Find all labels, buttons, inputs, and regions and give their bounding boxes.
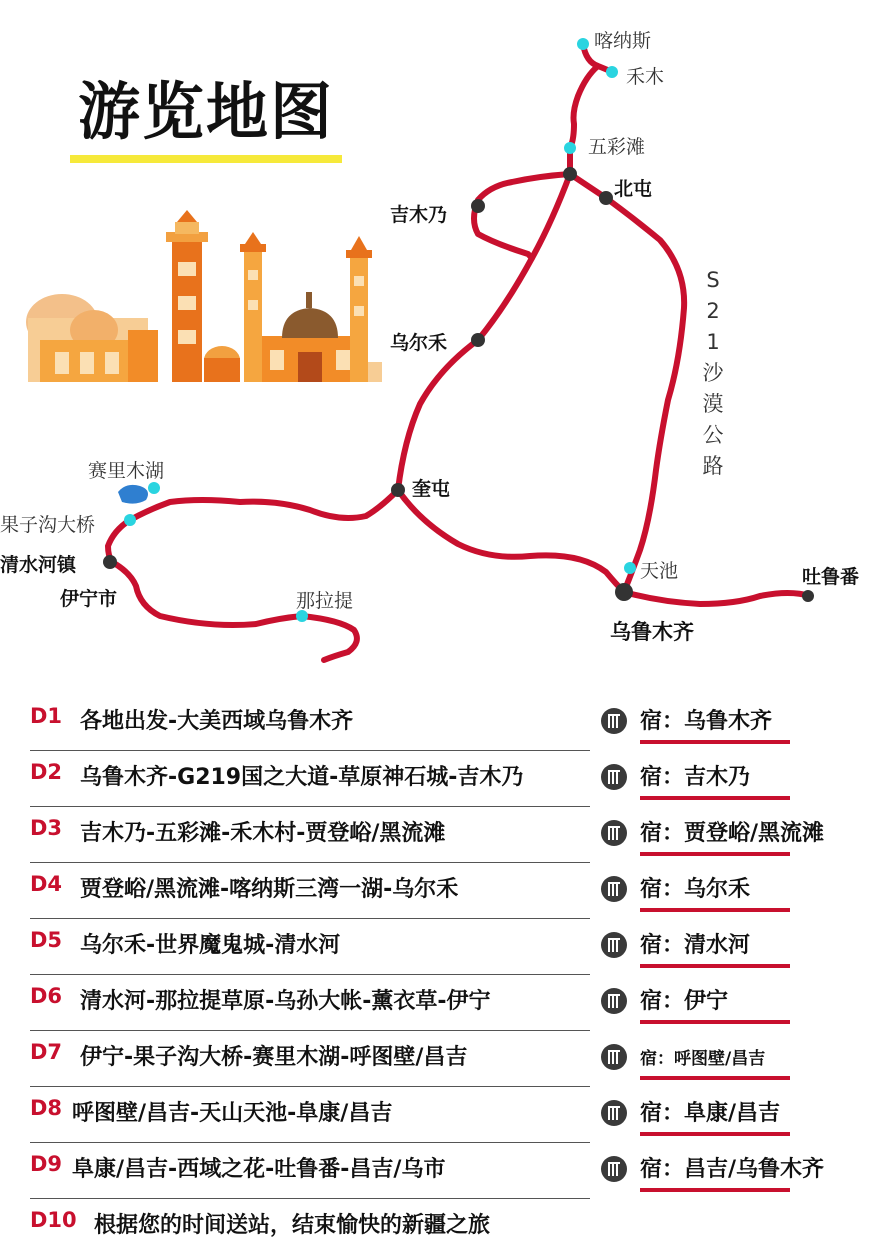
day-label: D7 — [30, 1040, 63, 1064]
day-route: 乌尔禾-世界魔鬼城-清水河 — [80, 933, 341, 958]
day-label: D3 — [30, 816, 63, 840]
stay-location: 宿：乌尔禾 — [640, 877, 751, 902]
place-label-nalati: 那拉提 — [296, 590, 354, 612]
place-label-wucaitan: 五彩滩 — [588, 136, 646, 158]
hotel-icon — [601, 876, 627, 902]
stay-location: 宿：吉木乃 — [640, 765, 751, 790]
day-route: 呼图壁/昌吉-天山天池-阜康/昌吉 — [72, 1101, 393, 1126]
itinerary-row — [0, 1090, 875, 1146]
row-divider — [30, 1142, 590, 1143]
stay-location: 宿：伊宁 — [640, 989, 729, 1014]
itinerary-row — [0, 1146, 875, 1202]
day-route: 乌鲁木齐-G219国之大道-草原神石城-吉木乃 — [80, 765, 524, 790]
itinerary-row — [0, 1202, 875, 1258]
lake-shape — [118, 485, 148, 504]
place-label-guozigou: 果子沟大桥 — [0, 514, 96, 536]
itinerary-row — [0, 866, 875, 922]
hotel-icon — [601, 1100, 627, 1126]
place-label-qingshuihe: 清水河镇 — [0, 554, 77, 576]
row-divider — [30, 918, 590, 919]
row-divider — [30, 750, 590, 751]
stay-underline — [640, 796, 790, 800]
stay-underline — [640, 908, 790, 912]
itinerary-row — [0, 1034, 875, 1090]
day-route: 根据您的时间送站，结束愉快的新疆之旅 — [94, 1213, 491, 1238]
hotel-icon — [601, 1044, 627, 1070]
hotel-icon — [601, 1156, 627, 1182]
place-label-yining: 伊宁市 — [60, 588, 118, 610]
row-divider — [30, 974, 590, 975]
stay-underline — [640, 1132, 790, 1136]
day-label: D1 — [30, 704, 63, 728]
day-label: D6 — [30, 984, 63, 1008]
day-label: D5 — [30, 928, 63, 952]
day-label: D10 — [30, 1208, 77, 1232]
row-divider — [30, 862, 590, 863]
day-route: 吉木乃-五彩滩-禾木村-贾登峪/黑流滩 — [80, 821, 446, 846]
stay-location: 宿：昌吉/乌鲁木齐 — [640, 1157, 825, 1182]
stay-underline — [640, 852, 790, 856]
page-title: 游览地图 — [78, 75, 335, 148]
stay-location: 宿：阜康/昌吉 — [640, 1101, 781, 1126]
day-label: D9 — [30, 1152, 63, 1176]
hotel-icon — [601, 764, 627, 790]
stay-underline — [640, 1188, 790, 1192]
stay-underline — [640, 740, 790, 744]
day-route: 清水河-那拉提草原-乌孙大帐-薰衣草-伊宁 — [80, 989, 491, 1014]
place-label-beitun: 北屯 — [614, 178, 653, 200]
place-label-urumqi: 乌鲁木齐 — [610, 620, 694, 644]
itinerary-row — [0, 754, 875, 810]
row-divider — [30, 1030, 590, 1031]
place-label-jimunai: 吉木乃 — [390, 204, 448, 226]
stay-location: 宿：乌鲁木齐 — [640, 709, 773, 734]
day-label: D4 — [30, 872, 63, 896]
day-route: 贾登峪/黑流滩-喀纳斯三湾一湖-乌尔禾 — [80, 877, 459, 902]
hotel-icon — [601, 708, 627, 734]
itinerary-row — [0, 922, 875, 978]
place-label-hemu: 禾木 — [626, 66, 665, 88]
place-label-tulufan: 吐鲁番 — [802, 566, 860, 588]
stay-location: 宿：贾登峪/黑流滩 — [640, 821, 825, 846]
stay-underline — [640, 1020, 790, 1024]
place-label-sailimu: 赛里木湖 — [88, 460, 165, 482]
hotel-icon — [601, 932, 627, 958]
hotel-icon — [601, 820, 627, 846]
day-route: 阜康/昌吉-西域之花-吐鲁番-昌吉/乌市 — [72, 1157, 446, 1182]
row-divider — [30, 1086, 590, 1087]
stay-underline — [640, 1076, 790, 1080]
itinerary-row — [0, 810, 875, 866]
row-divider — [30, 806, 590, 807]
day-route: 各地出发-大美西域乌鲁木齐 — [80, 709, 354, 734]
itinerary-row — [0, 978, 875, 1034]
title-underline — [70, 155, 342, 163]
day-label: D8 — [30, 1096, 63, 1120]
itinerary-row — [0, 698, 875, 754]
day-route: 伊宁-果子沟大桥-赛里木湖-呼图壁/昌吉 — [80, 1045, 468, 1070]
place-label-kanas: 喀纳斯 — [594, 30, 652, 52]
stay-location: 宿：清水河 — [640, 933, 751, 958]
place-label-kuitun: 奎屯 — [412, 478, 451, 500]
hotel-icon — [601, 988, 627, 1014]
highway-label-s21: S21沙漠公路 — [702, 268, 724, 478]
stay-location: 宿：呼图壁/昌吉 — [640, 1049, 766, 1069]
place-label-wuerhe: 乌尔禾 — [390, 332, 448, 354]
day-label: D2 — [30, 760, 63, 784]
row-divider — [30, 1198, 590, 1199]
architecture-illustration — [26, 210, 382, 382]
place-label-tianchi: 天池 — [640, 560, 679, 582]
stay-underline — [640, 964, 790, 968]
